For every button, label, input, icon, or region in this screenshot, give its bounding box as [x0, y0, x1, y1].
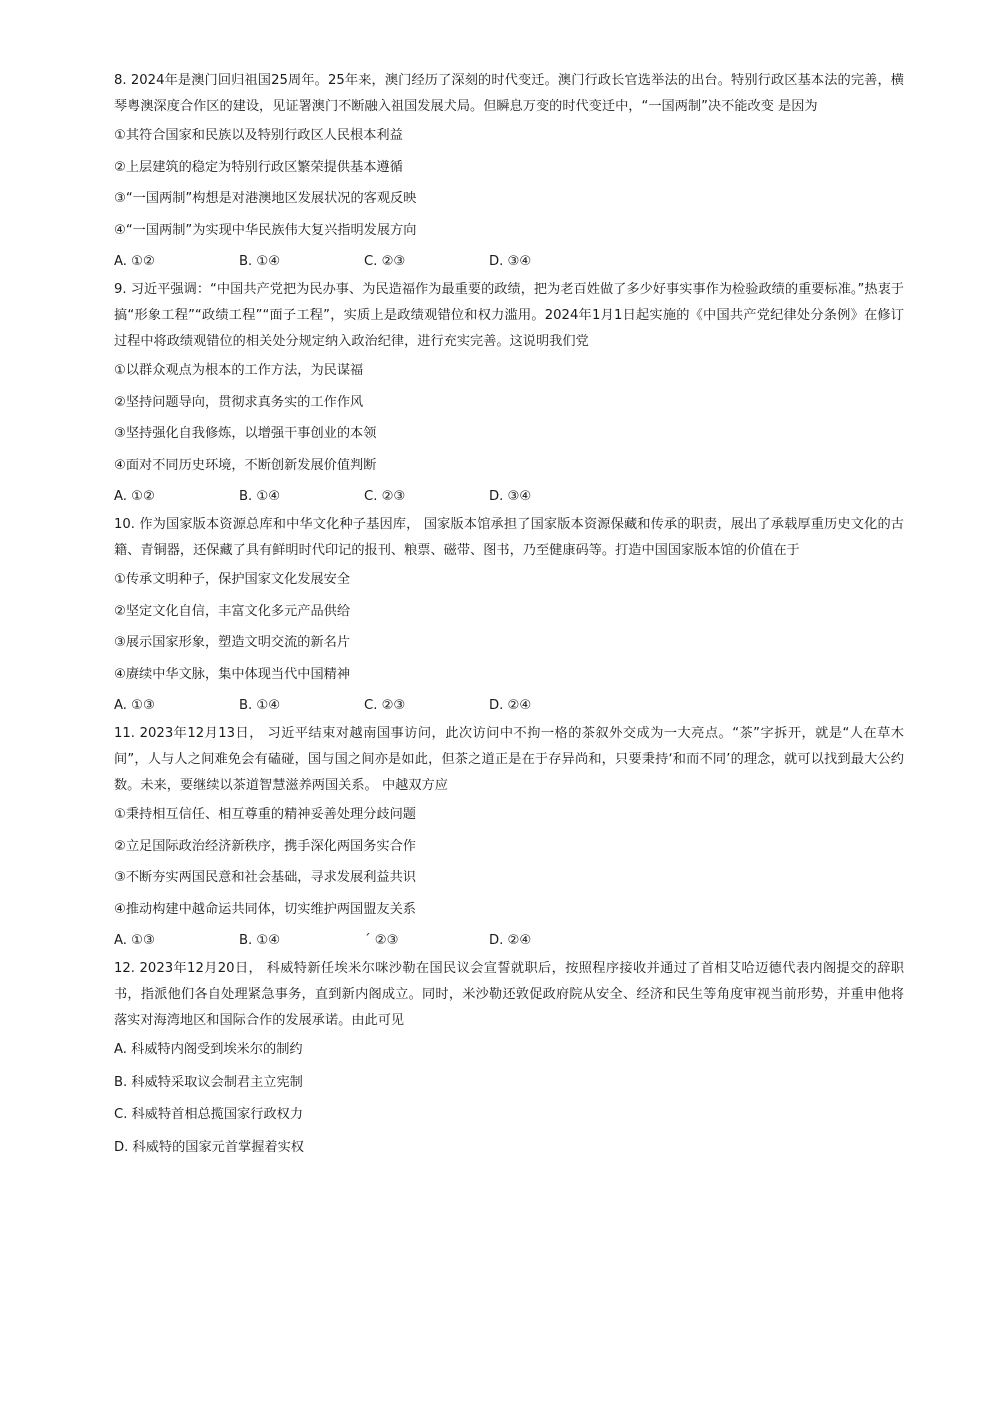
choice-a: A. ①③ — [114, 698, 155, 713]
choice-d: D. ③④ — [489, 254, 532, 269]
exam-page — [114, 68, 904, 1169]
choice-b: B. ①④ — [239, 254, 281, 269]
statement-option: ④“一国两制”为实现中华民族伟大复兴指明发展方向 — [114, 222, 417, 238]
statement-option: ④赓续中华文脉，集中体现当代中国精神 — [114, 666, 351, 682]
question-stem: 12. 2023年12月20日， 科威特新任埃米尔咪沙勒在国民议会宣誓就职后，按照程序接收并通过了首相艾哈迈德代表内阁提交的辞职书，指派他们各自处理紧急事务，直到新内阁成立。同时，米沙勒还敦促政府院从安全、经济和民生等角度审视当前形势，并重申他将落实对海湾地区和国际合作的发展承诺。由此可见 — [114, 961, 904, 1028]
question-stem: 9. 习近平强调：“中国共产党把为民办事、为民造福作为最重要的政绩，把为老百姓做了多少好事实事作为检验政绩的重要标准。”热衷于搞“形象工程”“政绩工程”“面子工程”，实质上是政绩观错位和权力滥用。2024年1月1日起实施的《中国共产党纪律处分条例》在修订过程中将政绩观错位的相关处分规定纳入政治纪律，进行充实完善。这说明我们党 — [114, 282, 904, 349]
choice-c: C. ②③ — [364, 489, 406, 504]
choice-d: D. ②④ — [489, 933, 532, 948]
choice-a: A. ①③ — [114, 933, 155, 948]
statement-option: ③坚持强化自我修炼，以增强干事创业的本领 — [114, 426, 377, 441]
statement-option: ④推动构建中越命运共同体，切实维护两国盟友关系 — [114, 901, 416, 917]
statement-option: ③展示国家形象，塑造文明交流的新名片 — [114, 635, 351, 650]
choice-d: D. 科威特的国家元首掌握着实权 — [114, 1139, 304, 1155]
answer-choices — [114, 251, 904, 273]
choice-c: C. ②③ — [364, 698, 406, 713]
choice-d: D. ③④ — [489, 489, 532, 504]
statement-option: ④面对不同历史环境，不断创新发展价值判断 — [114, 457, 377, 473]
choice-b: B. ①④ — [239, 933, 281, 948]
question-8 — [114, 68, 904, 273]
choice-d: D. ②④ — [489, 698, 532, 713]
choice-c: ´ ②③ — [364, 933, 399, 948]
statement-option: ②坚持问题导向，贯彻求真务实的工作作风 — [114, 394, 364, 410]
question-12 — [114, 956, 904, 1159]
choice-b: B. ①④ — [239, 489, 281, 504]
choice-b: B. ①④ — [239, 698, 281, 713]
choice-c: C. ②③ — [364, 254, 406, 269]
question-11 — [114, 721, 904, 952]
choice-c: C. 科威特首相总揽国家行政权力 — [114, 1107, 304, 1122]
statement-option: ③“一国两制”构想是对港澳地区发展状况的客观反映 — [114, 191, 417, 206]
statement-option: ①以群众观点为根本的工作方法，为民谋福 — [114, 363, 364, 378]
question-stem: 8. 2024年是澳门回归祖国25周年。25年来，澳门经历了深刻的时代变迁。澳门行政长官选举法的出台。特别行政区基本法的完善，横琴粤澳深度合作区的建设，见证署澳门不断融入祖国发展犬局。但瞬息万变的时代变迁中，“一国两制”决不能改变 是因为 — [114, 73, 904, 114]
statement-option: ②坚定文化自信，丰富文化多元产品供给 — [114, 603, 351, 619]
answer-choices — [114, 695, 904, 717]
choice-a: A. ①② — [114, 254, 155, 269]
question-stem: 10. 作为国家版本资源总库和中华文化种子基因库， 国家版本馆承担了国家版本资源保藏和传承的职责，展出了承载厚重历史文化的古籍、青铜器，还保藏了具有鲜明时代印记的报刊、粮票、磁带、图书，乃至健康码等。打造中国国家版本馆的价值在于 — [114, 517, 904, 558]
answer-choices — [114, 486, 904, 508]
choice-b: B. 科威特采取议会制君主立宪制 — [114, 1074, 303, 1090]
question-10 — [114, 512, 904, 717]
question-stem: 11. 2023年12月13日， 习近平结束对越南国事访问，此次访问中不拘一格的茶叙外交成为一大亮点。“茶”字拆开，就是“人在草木间”，人与人之间难免会有磕碰，国与国之间亦是如此，但茶之道正是在于存异尚和，只要秉持‘和而不同’的理念，就可以找到最大公约数。未来，要继续以茶道智慧滋养两国关系。 中越双方应 — [114, 726, 904, 793]
statement-option: ③不断夯实两国民意和社会基础，寻求发展利益共识 — [114, 870, 416, 885]
statement-option: ②立足国际政治经济新秩序，携手深化两国务实合作 — [114, 838, 416, 854]
statement-option: ②上层建筑的稳定为特别行政区繁荣提供基本遵循 — [114, 159, 403, 175]
statement-option: ①秉持相互信任、相互尊重的精神妥善处理分歧问题 — [114, 807, 416, 822]
choice-a: A. ①② — [114, 489, 155, 504]
statement-option: ①传承文明种子，保护国家文化发展安全 — [114, 572, 351, 587]
choice-a: A. 科威特内阁受到埃米尔的制约 — [114, 1042, 303, 1057]
question-9 — [114, 277, 904, 508]
answer-choices — [114, 930, 904, 952]
statement-option: ①其符合国家和民族以及特别行政区人民根本利益 — [114, 128, 403, 143]
